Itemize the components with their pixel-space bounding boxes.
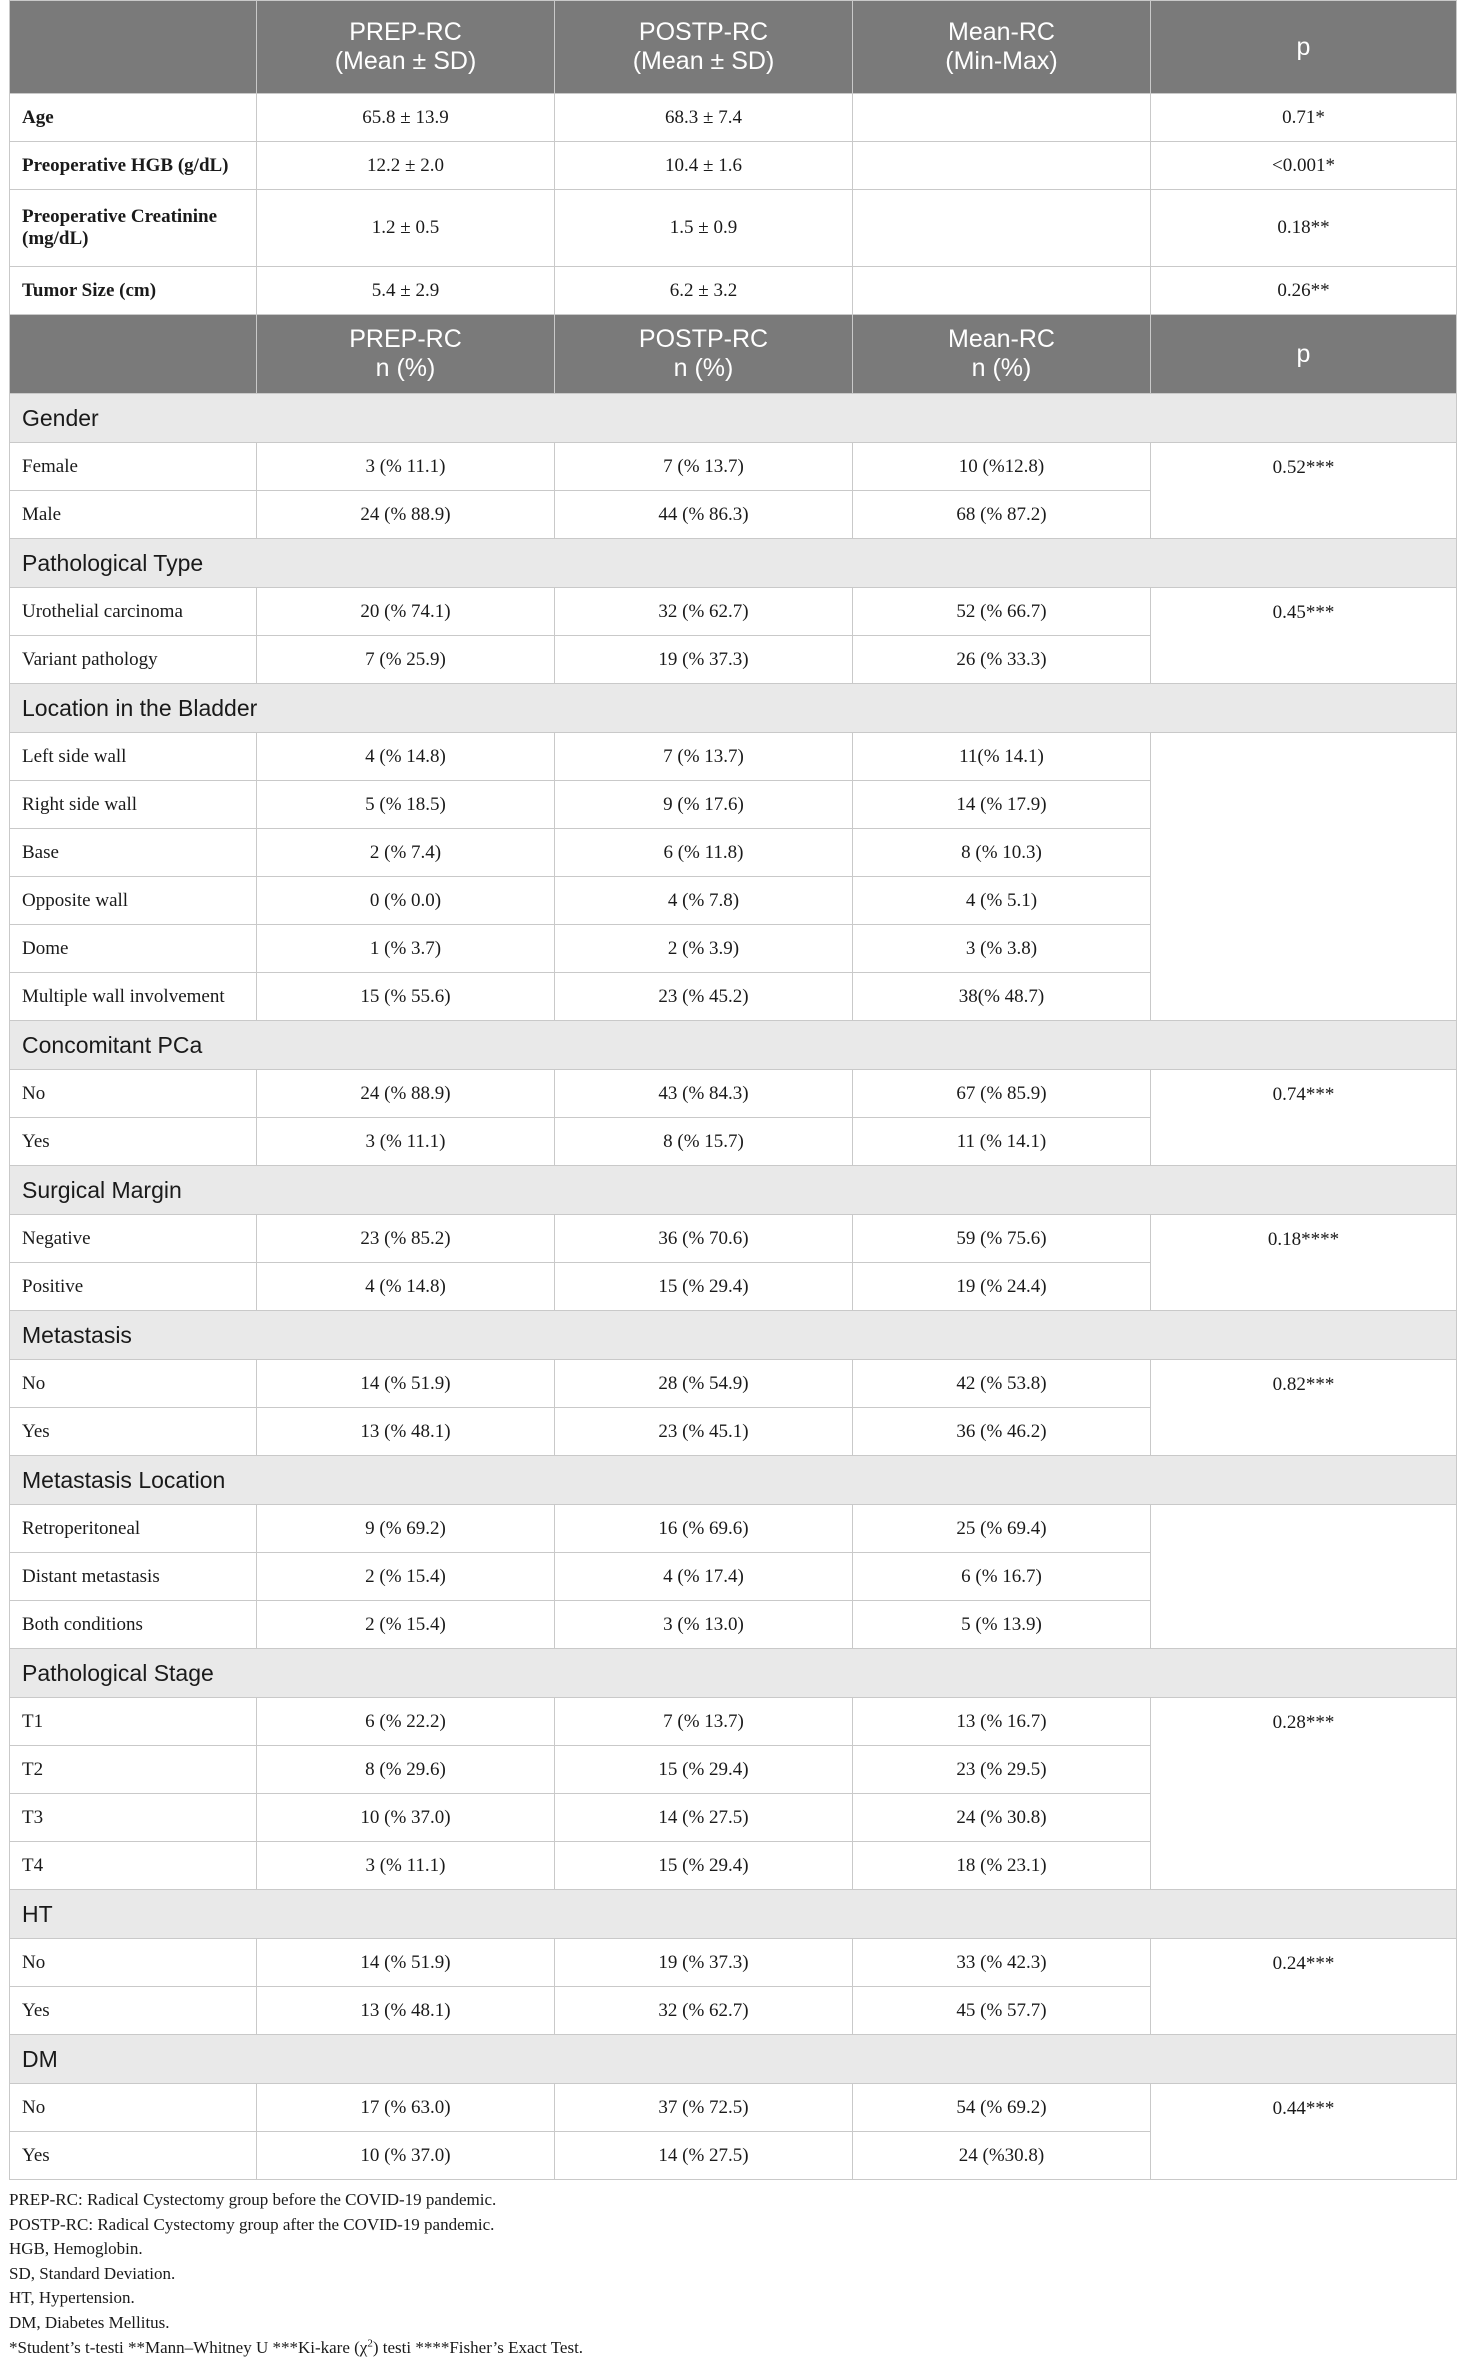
mean-value: 38(% 48.7) — [853, 973, 1151, 1021]
row-label: No — [10, 2084, 257, 2132]
row-label: Distant metastasis — [10, 1553, 257, 1601]
row-label: Yes — [10, 1408, 257, 1456]
header-empty-cell — [10, 315, 257, 394]
prep-value: 10 (% 37.0) — [257, 2132, 555, 2180]
category-title: HT — [10, 1890, 1457, 1939]
table-row — [10, 588, 1457, 636]
table-row — [10, 267, 1457, 315]
prep-value: 4 (% 14.8) — [257, 1263, 555, 1311]
p-value: 0.52*** — [1151, 443, 1457, 539]
table-container — [9, 0, 1456, 2360]
row-label: Female — [10, 443, 257, 491]
prep-value: 2 (% 15.4) — [257, 1601, 555, 1649]
p-value: 0.28*** — [1151, 1698, 1457, 1890]
p-value: <0.001* — [1151, 142, 1457, 190]
mean-value — [853, 190, 1151, 267]
mean-value: 42 (% 53.8) — [853, 1360, 1151, 1408]
row-label: Yes — [10, 2132, 257, 2180]
header-postp-rc: POSTP-RC (Mean ± SD) — [555, 1, 853, 94]
category-title: Concomitant PCa — [10, 1021, 1457, 1070]
header-mean-rc: Mean-RC (Min-Max) — [853, 1, 1151, 94]
prep-value: 23 (% 85.2) — [257, 1215, 555, 1263]
table-row — [10, 94, 1457, 142]
results-table — [9, 0, 1457, 2180]
row-label: T1 — [10, 1698, 257, 1746]
header-prep-rc: PREP-RC (Mean ± SD) — [257, 1, 555, 94]
row-label: Variant pathology — [10, 636, 257, 684]
postp-value: 8 (% 15.7) — [555, 1118, 853, 1166]
row-label: Preoperative HGB (g/dL) — [10, 142, 257, 190]
table-row — [10, 1360, 1457, 1408]
table-row — [10, 1698, 1457, 1746]
postp-value: 23 (% 45.1) — [555, 1408, 853, 1456]
postp-value: 15 (% 29.4) — [555, 1746, 853, 1794]
table-row — [10, 1505, 1457, 1553]
category-title: Metastasis — [10, 1311, 1457, 1360]
footnotes — [9, 2188, 1456, 2360]
p-value: 0.71* — [1151, 94, 1457, 142]
postp-value: 28 (% 54.9) — [555, 1360, 853, 1408]
row-label: Retroperitoneal — [10, 1505, 257, 1553]
p-value: 0.45*** — [1151, 588, 1457, 684]
row-label: Right side wall — [10, 781, 257, 829]
postp-value: 32 (% 62.7) — [555, 588, 853, 636]
table-row — [10, 1070, 1457, 1118]
category-row — [10, 539, 1457, 588]
category-row — [10, 1166, 1457, 1215]
prep-value: 10 (% 37.0) — [257, 1794, 555, 1842]
p-value: 0.18**** — [1151, 1215, 1457, 1311]
category-title: Pathological Stage — [10, 1649, 1457, 1698]
category-row — [10, 1649, 1457, 1698]
postp-value: 3 (% 13.0) — [555, 1601, 853, 1649]
prep-value: 24 (% 88.9) — [257, 1070, 555, 1118]
mean-value: 14 (% 17.9) — [853, 781, 1151, 829]
footnote-postp: POSTP-RC: Radical Cystectomy group after the COVID-19 pandemic. — [9, 2214, 495, 2234]
postp-value: 23 (% 45.2) — [555, 973, 853, 1021]
prep-value: 1 (% 3.7) — [257, 925, 555, 973]
mean-value: 18 (% 23.1) — [853, 1842, 1151, 1890]
postp-value: 16 (% 69.6) — [555, 1505, 853, 1553]
prep-value: 3 (% 11.1) — [257, 1118, 555, 1166]
mean-value: 24 (% 30.8) — [853, 1794, 1151, 1842]
postp-value: 15 (% 29.4) — [555, 1263, 853, 1311]
row-label: T4 — [10, 1842, 257, 1890]
footnote-hgb: HGB, Hemoglobin. — [9, 2239, 143, 2259]
postp-value: 7 (% 13.7) — [555, 443, 853, 491]
mean-value: 26 (% 33.3) — [853, 636, 1151, 684]
mean-value: 25 (% 69.4) — [853, 1505, 1151, 1553]
p-value: 0.18** — [1151, 190, 1457, 267]
postp-value: 68.3 ± 7.4 — [555, 94, 853, 142]
postp-value: 6.2 ± 3.2 — [555, 267, 853, 315]
row-label: Yes — [10, 1987, 257, 2035]
mean-value: 59 (% 75.6) — [853, 1215, 1151, 1263]
mean-value: 10 (%12.8) — [853, 443, 1151, 491]
row-label: Tumor Size (cm) — [10, 267, 257, 315]
prep-value: 14 (% 51.9) — [257, 1360, 555, 1408]
prep-value: 0 (% 0.0) — [257, 877, 555, 925]
prep-value: 5.4 ± 2.9 — [257, 267, 555, 315]
prep-value: 12.2 ± 2.0 — [257, 142, 555, 190]
mean-value: 5 (% 13.9) — [853, 1601, 1151, 1649]
postp-value: 36 (% 70.6) — [555, 1215, 853, 1263]
prep-value: 5 (% 18.5) — [257, 781, 555, 829]
prep-value: 65.8 ± 13.9 — [257, 94, 555, 142]
table-row — [10, 1939, 1457, 1987]
row-label: T2 — [10, 1746, 257, 1794]
row-label: Positive — [10, 1263, 257, 1311]
mean-value — [853, 94, 1151, 142]
mean-value: 6 (% 16.7) — [853, 1553, 1151, 1601]
row-label: No — [10, 1360, 257, 1408]
prep-value: 15 (% 55.6) — [257, 973, 555, 1021]
row-label: Age — [10, 94, 257, 142]
category-title: Metastasis Location — [10, 1456, 1457, 1505]
mean-value: 52 (% 66.7) — [853, 588, 1151, 636]
header-postp-rc-n: POSTP-RC n (%) — [555, 315, 853, 394]
mean-value — [853, 267, 1151, 315]
row-label: Preoperative Creatinine (mg/dL) — [10, 190, 257, 267]
header-p: p — [1151, 1, 1457, 94]
header-prep-rc-n: PREP-RC n (%) — [257, 315, 555, 394]
header-mean-rc-n: Mean-RC n (%) — [853, 315, 1151, 394]
mean-value: 8 (% 10.3) — [853, 829, 1151, 877]
postp-value: 4 (% 17.4) — [555, 1553, 853, 1601]
mean-value: 54 (% 69.2) — [853, 2084, 1151, 2132]
category-row — [10, 1311, 1457, 1360]
table-row — [10, 443, 1457, 491]
footnote-sd: SD, Standard Deviation. — [9, 2263, 176, 2283]
row-label: Opposite wall — [10, 877, 257, 925]
mean-value: 33 (% 42.3) — [853, 1939, 1151, 1987]
header-row-n-percent — [10, 315, 1457, 394]
row-label: Yes — [10, 1118, 257, 1166]
p-value: 0.82*** — [1151, 1360, 1457, 1456]
header-p-n: p — [1151, 315, 1457, 394]
prep-value: 9 (% 69.2) — [257, 1505, 555, 1553]
postp-value: 7 (% 13.7) — [555, 1698, 853, 1746]
header-row-mean-sd — [10, 1, 1457, 94]
row-label: T3 — [10, 1794, 257, 1842]
category-row — [10, 684, 1457, 733]
table-row — [10, 190, 1457, 267]
prep-value: 3 (% 11.1) — [257, 443, 555, 491]
prep-value: 7 (% 25.9) — [257, 636, 555, 684]
postp-value: 15 (% 29.4) — [555, 1842, 853, 1890]
mean-value: 67 (% 85.9) — [853, 1070, 1151, 1118]
footnote-dm: DM, Diabetes Mellitus. — [9, 2312, 170, 2332]
footnote-ht: HT, Hypertension. — [9, 2288, 135, 2308]
prep-value: 17 (% 63.0) — [257, 2084, 555, 2132]
category-title: Gender — [10, 394, 1457, 443]
row-label: No — [10, 1939, 257, 1987]
mean-value: 19 (% 24.4) — [853, 1263, 1151, 1311]
category-title: Location in the Bladder — [10, 684, 1457, 733]
mean-value: 4 (% 5.1) — [853, 877, 1151, 925]
prep-value: 2 (% 15.4) — [257, 1553, 555, 1601]
prep-value: 3 (% 11.1) — [257, 1842, 555, 1890]
p-value: 0.24*** — [1151, 1939, 1457, 2035]
mean-value: 13 (% 16.7) — [853, 1698, 1151, 1746]
postp-value: 32 (% 62.7) — [555, 1987, 853, 2035]
mean-value: 36 (% 46.2) — [853, 1408, 1151, 1456]
postp-value: 14 (% 27.5) — [555, 2132, 853, 2180]
category-row — [10, 394, 1457, 443]
footnote-prep: PREP-RC: Radical Cystectomy group before the COVID-19 pandemic. — [9, 2190, 497, 2209]
mean-value: 45 (% 57.7) — [853, 1987, 1151, 2035]
mean-value — [853, 142, 1151, 190]
mean-value: 11(% 14.1) — [853, 733, 1151, 781]
row-label: Both conditions — [10, 1601, 257, 1649]
postp-value: 2 (% 3.9) — [555, 925, 853, 973]
prep-value: 14 (% 51.9) — [257, 1939, 555, 1987]
p-value — [1151, 1505, 1457, 1649]
row-label: Male — [10, 491, 257, 539]
table-row — [10, 142, 1457, 190]
category-row — [10, 2035, 1457, 2084]
category-title: Pathological Type — [10, 539, 1457, 588]
postp-value: 6 (% 11.8) — [555, 829, 853, 877]
postp-value: 9 (% 17.6) — [555, 781, 853, 829]
postp-value: 10.4 ± 1.6 — [555, 142, 853, 190]
category-title: DM — [10, 2035, 1457, 2084]
postp-value: 19 (% 37.3) — [555, 1939, 853, 1987]
prep-value: 8 (% 29.6) — [257, 1746, 555, 1794]
postp-value: 4 (% 7.8) — [555, 877, 853, 925]
postp-value: 44 (% 86.3) — [555, 491, 853, 539]
prep-value: 2 (% 7.4) — [257, 829, 555, 877]
row-label: Urothelial carcinoma — [10, 588, 257, 636]
row-label: Multiple wall involvement — [10, 973, 257, 1021]
row-label: Base — [10, 829, 257, 877]
category-row — [10, 1890, 1457, 1939]
mean-value: 11 (% 14.1) — [853, 1118, 1151, 1166]
prep-value: 20 (% 74.1) — [257, 588, 555, 636]
prep-value: 13 (% 48.1) — [257, 1987, 555, 2035]
prep-value: 24 (% 88.9) — [257, 491, 555, 539]
prep-value: 4 (% 14.8) — [257, 733, 555, 781]
row-label: Dome — [10, 925, 257, 973]
prep-value: 13 (% 48.1) — [257, 1408, 555, 1456]
p-value: 0.74*** — [1151, 1070, 1457, 1166]
prep-value: 1.2 ± 0.5 — [257, 190, 555, 267]
mean-value: 68 (% 87.2) — [853, 491, 1151, 539]
footnote-tests: *Student’s t-testi **Mann–Whitney U ***Ki-kare $(\chi^2)$ testi ****Fisher’s Exact Test. — [9, 2336, 584, 2357]
category-row — [10, 1021, 1457, 1070]
mean-value: 23 (% 29.5) — [853, 1746, 1151, 1794]
p-value: 0.26** — [1151, 267, 1457, 315]
postp-value: 1.5 ± 0.9 — [555, 190, 853, 267]
category-title: Surgical Margin — [10, 1166, 1457, 1215]
row-label: Left side wall — [10, 733, 257, 781]
mean-value: 24 (%30.8) — [853, 2132, 1151, 2180]
row-label: Negative — [10, 1215, 257, 1263]
table-row — [10, 1215, 1457, 1263]
table-row — [10, 2084, 1457, 2132]
postp-value: 19 (% 37.3) — [555, 636, 853, 684]
prep-value: 6 (% 22.2) — [257, 1698, 555, 1746]
header-empty-cell — [10, 1, 257, 94]
postp-value: 37 (% 72.5) — [555, 2084, 853, 2132]
row-label: No — [10, 1070, 257, 1118]
postp-value: 14 (% 27.5) — [555, 1794, 853, 1842]
category-row — [10, 1456, 1457, 1505]
postp-value: 7 (% 13.7) — [555, 733, 853, 781]
postp-value: 43 (% 84.3) — [555, 1070, 853, 1118]
table-row — [10, 733, 1457, 781]
p-value — [1151, 733, 1457, 1021]
p-value: 0.44*** — [1151, 2084, 1457, 2180]
mean-value: 3 (% 3.8) — [853, 925, 1151, 973]
